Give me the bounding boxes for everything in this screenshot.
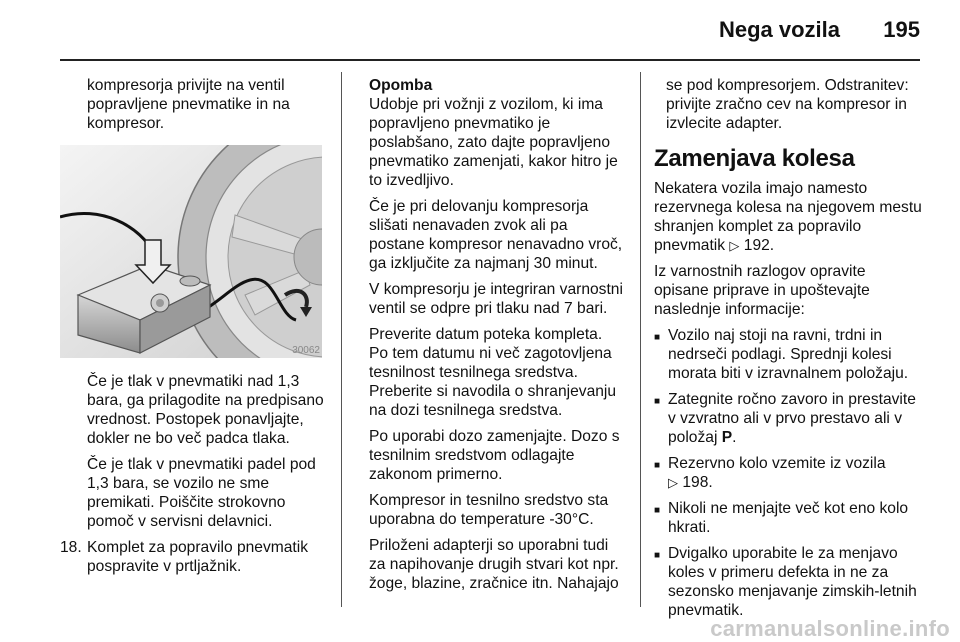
page-number: 195 [883,17,920,42]
square-bullet-icon: ■ [654,332,661,343]
safety-list [654,326,924,620]
note-paragraph-5: Po uporabi dozo zamenjajte. Dozo s tesnilnim sredstvom odlagajte zakonom primerno. [369,428,620,483]
column-divider-1 [341,72,342,607]
watermark: carmanualsonline.info [710,616,950,641]
compressor-illustration [60,145,322,358]
page-header [0,0,960,60]
note-paragraph-4: Preverite datum poteka kompleta. Po tem datumu ni več zagotovljena tesnilnost tesnilnega sredstva. Preberite si navodila o shranjevanju na dozi tesnilnega sredstva. [369,326,617,419]
reference-page[interactable]: 192. [743,237,775,254]
step-text: Komplet za popravilo pnevmatik pospravite v prtljažnik. [87,539,309,575]
note-paragraph-7: Priloženi adapterji so uporabni tudi za napihovanje drugih stvari kot npr. žoge, blazine, zračnice itn. Nahajajo [369,537,619,592]
note-paragraph-6: Kompresor in tesnilno sredstvo sta uporabna do temperature -30°C. [369,492,609,528]
step-18 [60,538,332,576]
note-title: Opomba [369,77,433,94]
list-item: ■ Nikoli ne menjajte več kot eno kolo hkrati. [654,500,909,536]
page-reference-icon: ▷ [729,238,740,253]
column-2 [369,76,625,600]
column-3 [654,76,924,627]
square-bullet-icon: ■ [654,460,661,471]
tire-compressor-drawing [60,145,322,358]
safety-paragraph: Iz varnostnih razlogov opravite opisane priprave in upoštevajte naslednje informacije: [654,263,870,318]
list-item: ■ Zategnite ročno zavoro in prestavite v vzvratno ali v prvo prestavo ali v položaj P. [654,391,916,446]
header-title: Nega vozila [718,17,840,42]
note-paragraph-3: V kompresorju je integriran varnostni ventil se odpre pri tlaku nad 7 bari. [369,281,623,317]
gear-position-p: P [721,429,733,446]
list-item: ■ Dvigalko uporabite le za menjavo koles v primeru defekta in ne za sezonsko menjavanje zimskih-letnih pnevmatik. [654,545,917,619]
square-bullet-icon: ■ [654,550,661,561]
header-rule [60,59,920,61]
reference-page[interactable]: 198. [682,474,713,491]
page-reference-icon: ▷ [668,475,678,490]
section-heading: Zamenjava kolesa [654,145,855,172]
list-item: ■ Rezervno kolo vzemite iz vozila ▷ 198. [654,455,886,491]
pressure-paragraph-1: Če je tlak v pnevmatiki nad 1,3 bara, ga prilagodite na predpisano vrednost. Postopek ponavljajte, dokler ne bo več padca tlaka. [87,373,324,447]
square-bullet-icon: ■ [654,396,661,407]
pressure-paragraph-2: Če je tlak v pnevmatiki padel pod 1,3 bara, se vozilo ne sme premikati. Poiščite strokovno pomoč v servisni delavnici. [87,456,316,530]
step-number: 18. [60,539,82,556]
note-paragraph-2: Če je pri delovanju kompresorja slišati nenavaden zvok ali pa postane kompresor nenavadno vroč, ga izključite za najmanj 30 minut. [369,198,623,272]
column-1 [60,76,332,576]
wheel-change-intro: Nekatera vozila imajo namesto rezervnega kolesa na njegovem mestu shranjen komplet za popravilo pnevmatik ▷ 192. [654,180,922,254]
continuation-paragraph: se pod kompresorjem. Odstranitev: privijte zračno cev na kompresor in izvlecite adapter. [666,77,909,132]
intro-paragraph: kompresorja privijte na ventil popravljene pnevmatike in na kompresor. [87,77,290,132]
column-divider-2 [640,72,641,607]
figure-number: 30062 [292,345,320,356]
list-item: ■ Vozilo naj stoji na ravni, trdni in nedrseči podlagi. Sprednji kolesi morata biti v izravnalnem položaju. [654,327,909,382]
note-paragraph-1: Udobje pri vožnji z vozilom, ki ima popravljeno pnevmatiko je poslabšano, zato dajte popravljeno pnevmatiko zamenjati, kakor hitro je to izvedljivo. [369,96,618,189]
square-bullet-icon: ■ [654,505,661,516]
